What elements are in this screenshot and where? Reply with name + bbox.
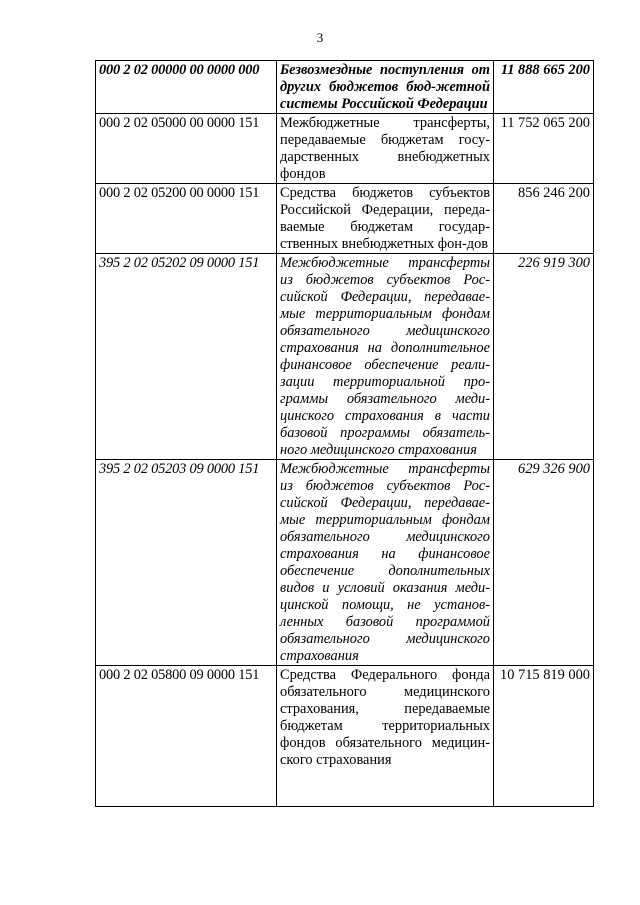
revenue-name-cell: Безвозмездные поступления от других бюджетов бюд-жетной системы Российской Федерации bbox=[277, 61, 494, 114]
revenue-name-cell: Средства бюджетов субъектов Российской Федерации, переда-ваемые бюджетам государ-ственных внебюджетных фон-дов bbox=[277, 184, 494, 254]
amount-cell: 11 888 665 200 bbox=[494, 61, 594, 114]
table-row bbox=[96, 460, 594, 666]
table-row bbox=[96, 184, 594, 254]
budget-code-cell: 000 2 02 00000 00 0000 000 bbox=[96, 61, 277, 114]
budget-code-cell: 395 2 02 05202 09 0000 151 bbox=[96, 254, 277, 460]
table-row bbox=[96, 61, 594, 114]
page-number: 3 bbox=[316, 30, 324, 45]
budget-revenue-table bbox=[95, 60, 594, 807]
revenue-name-cell: Межбюджетные трансферты, передаваемые бюджетам госу-дарственных внебюджетных фондов bbox=[277, 114, 494, 184]
revenue-name-cell: Межбюджетные трансферты из бюджетов субъектов Рос-сийской Федерации, передавае-мые территориальным фондам обязательного медицинского страхования на финансовое обеспечение дополнительных видов и условий оказания меди-цинской помощи, не установ-ленных базовой программой обязательного медицинского страхования bbox=[277, 460, 494, 666]
budget-code-cell: 000 2 02 05800 09 0000 151 bbox=[96, 666, 277, 807]
table-row bbox=[96, 254, 594, 460]
revenue-name-cell: Средства Федерального фонда обязательного медицинского страхования, передаваемые бюджетам территориальных фондов обязательного медицин-ского страхования bbox=[277, 666, 494, 807]
amount-cell: 11 752 065 200 bbox=[494, 114, 594, 184]
budget-code-cell: 000 2 02 05000 00 0000 151 bbox=[96, 114, 277, 184]
table-row bbox=[96, 114, 594, 184]
revenue-name-cell: Межбюджетные трансферты из бюджетов субъектов Рос-сийской Федерации, передавае-мые территориальным фондам обязательного медицинского страхования на дополнительное финансовое обеспечение реали-зации территориальной про-граммы обязательного меди-цинского страхования в части базовой программы обязатель-ного медицинского страхования bbox=[277, 254, 494, 460]
budget-code-cell: 000 2 02 05200 00 0000 151 bbox=[96, 184, 277, 254]
budget-code-cell: 395 2 02 05203 09 0000 151 bbox=[96, 460, 277, 666]
table-row bbox=[96, 666, 594, 807]
amount-cell: 856 246 200 bbox=[494, 184, 594, 254]
amount-cell: 629 326 900 bbox=[494, 460, 594, 666]
amount-cell: 226 919 300 bbox=[494, 254, 594, 460]
amount-cell: 10 715 819 000 bbox=[494, 666, 594, 807]
